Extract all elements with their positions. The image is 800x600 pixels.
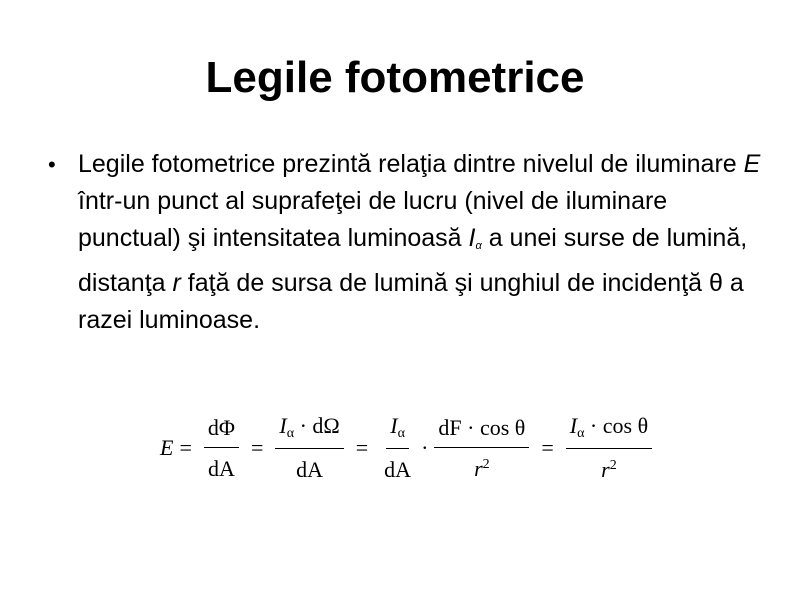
symbol-I: I (279, 413, 287, 438)
symbol-r: r (172, 269, 181, 297)
symbol-alpha-subscript: α (577, 426, 585, 441)
fraction-5-denominator (597, 449, 621, 483)
symbol-alpha-subscript: α (286, 426, 295, 441)
exponent: 2 (482, 456, 490, 472)
fraction-4-numerator: dF · cos θ (434, 415, 529, 448)
fraction-5-numerator (566, 413, 652, 449)
fraction-2-denominator: dA (296, 457, 324, 482)
symbol-I: I (390, 413, 398, 438)
fraction-1-numerator: dΦ (204, 415, 239, 448)
slide-title: Legile fotometrice (205, 53, 585, 102)
equals-sign: = (541, 435, 554, 460)
symbol-I: I (569, 413, 578, 438)
fraction-1-denominator: dA (207, 455, 235, 481)
symbol-r: r (474, 455, 483, 481)
fraction-2 (275, 413, 343, 483)
fraction-3-denominator: dA (384, 457, 412, 482)
symbol-alpha-subscript: α (475, 240, 482, 252)
multiply-dot: · (421, 435, 429, 460)
bullet-text-part1: Legile fotometrice prezintă relaţia dintre nivelul de iluminare (78, 150, 744, 178)
equals-sign: = (355, 435, 369, 460)
photometric-formula (160, 408, 658, 488)
exponent: 2 (609, 458, 617, 473)
fraction-1 (204, 415, 239, 482)
bullet-text (78, 146, 768, 339)
bullet-text-part5: a razei luminoase. (78, 269, 744, 334)
bullet-text-part4: faţă de sursa de lumină şi unghiul de incidenţă (180, 269, 709, 297)
fraction-3-numerator (386, 413, 409, 449)
numerator-rest: · dΩ (294, 413, 340, 438)
numerator-rest: · cos θ (584, 413, 649, 438)
equals-sign: = (250, 435, 264, 460)
symbol-r: r (601, 457, 610, 482)
formula-lhs: E (160, 435, 174, 460)
fraction-5 (566, 413, 652, 483)
symbol-alpha-subscript: α (397, 426, 405, 441)
symbol-theta: θ (708, 269, 723, 297)
bullet-text-part2: într-un punct al suprafeţei de lucru (nivel de iluminare punctual) şi intensitatea luminoasă (78, 187, 668, 252)
bullet-marker: • (48, 152, 56, 177)
symbol-E: E (743, 150, 761, 178)
bullet-text-part3: a unei surse de lumină, distanţa (78, 224, 748, 297)
fraction-3 (380, 413, 415, 483)
equals-sign: = (179, 435, 192, 460)
symbol-I: I (468, 224, 476, 252)
fraction-2-numerator (275, 413, 343, 449)
fraction-4 (434, 415, 529, 482)
fraction-4-denominator (470, 448, 494, 482)
bullet-item (48, 146, 768, 339)
